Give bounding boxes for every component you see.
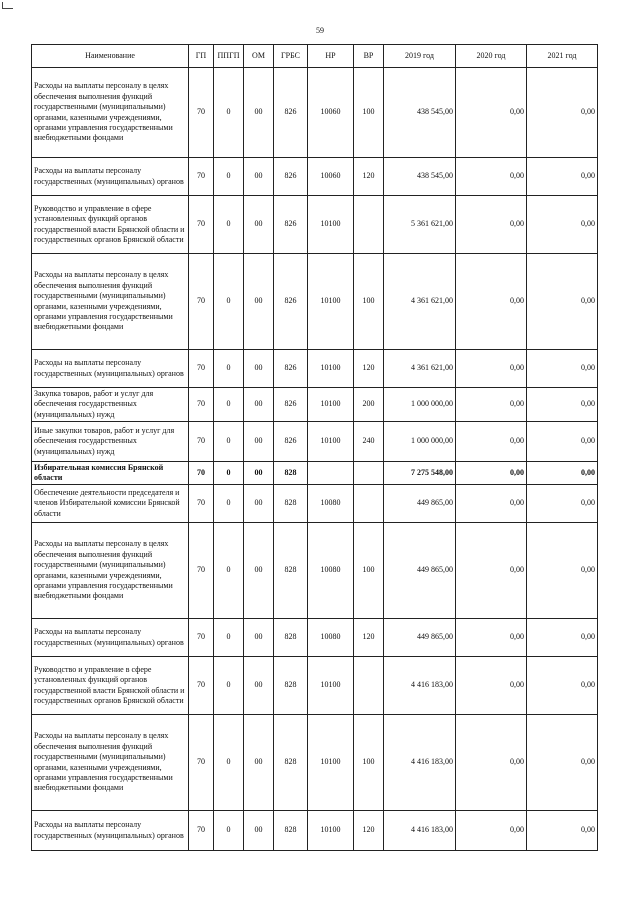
row-nr: 10080 [308, 485, 354, 523]
row-grbs: 828 [274, 715, 308, 811]
row-2020: 0,00 [456, 254, 527, 350]
row-om: 00 [244, 68, 274, 158]
row-ppgp: 0 [214, 657, 244, 715]
row-2020: 0,00 [456, 196, 527, 254]
row-om: 00 [244, 523, 274, 619]
row-vr: 100 [354, 715, 384, 811]
table-row [32, 68, 598, 158]
table-row [32, 158, 598, 196]
row-vr: 100 [354, 68, 384, 158]
header-gp: ГП [189, 45, 214, 68]
row-2021: 0,00 [527, 715, 598, 811]
row-2019: 1 000 000,00 [384, 388, 456, 422]
row-ppgp: 0 [214, 619, 244, 657]
header-2020: 2020 год [456, 45, 527, 68]
row-2020: 0,00 [456, 715, 527, 811]
row-om: 00 [244, 619, 274, 657]
row-2020: 0,00 [456, 485, 527, 523]
row-ppgp: 0 [214, 158, 244, 196]
row-name: Руководство и управление в сфере установленных функций органов государственной власти Брянской области и государственных органов Брянской области [32, 196, 189, 254]
row-2020: 0,00 [456, 619, 527, 657]
row-name: Избирательная комиссия Брянской области [32, 462, 189, 485]
header-ppgp: ППГП [214, 45, 244, 68]
row-ppgp: 0 [214, 523, 244, 619]
row-ppgp: 0 [214, 462, 244, 485]
row-grbs: 828 [274, 462, 308, 485]
table-row [32, 350, 598, 388]
row-name: Закупка товаров, работ и услуг для обеспечения государственных (муниципальных) нужд [32, 388, 189, 422]
row-2020: 0,00 [456, 422, 527, 462]
row-grbs: 828 [274, 523, 308, 619]
row-ppgp: 0 [214, 68, 244, 158]
row-vr [354, 462, 384, 485]
table-row [32, 619, 598, 657]
header-om: ОМ [244, 45, 274, 68]
table-header-row [32, 45, 598, 68]
row-vr: 240 [354, 422, 384, 462]
row-name: Обеспечение деятельности председателя и членов Избирательной комиссии Брянской области [32, 485, 189, 523]
table-row [32, 811, 598, 851]
row-2020: 0,00 [456, 811, 527, 851]
row-2019: 438 545,00 [384, 158, 456, 196]
row-vr: 120 [354, 619, 384, 657]
row-vr: 200 [354, 388, 384, 422]
row-om: 00 [244, 422, 274, 462]
row-gp: 70 [189, 523, 214, 619]
row-gp: 70 [189, 158, 214, 196]
table-row [32, 523, 598, 619]
row-ppgp: 0 [214, 422, 244, 462]
row-grbs: 826 [274, 196, 308, 254]
row-gp: 70 [189, 811, 214, 851]
row-nr: 10080 [308, 619, 354, 657]
table-row [32, 657, 598, 715]
row-ppgp: 0 [214, 350, 244, 388]
row-2019: 4 361 621,00 [384, 254, 456, 350]
row-gp: 70 [189, 619, 214, 657]
row-grbs: 828 [274, 657, 308, 715]
row-nr: 10100 [308, 657, 354, 715]
row-name: Расходы на выплаты персоналу государственных (муниципальных) органов [32, 158, 189, 196]
row-vr: 100 [354, 523, 384, 619]
row-grbs: 826 [274, 158, 308, 196]
row-ppgp: 0 [214, 485, 244, 523]
table-row [32, 462, 598, 485]
row-ppgp: 0 [214, 254, 244, 350]
row-nr: 10100 [308, 254, 354, 350]
row-nr: 10080 [308, 523, 354, 619]
row-2019: 449 865,00 [384, 619, 456, 657]
row-vr [354, 196, 384, 254]
row-vr [354, 485, 384, 523]
header-grbs: ГРБС [274, 45, 308, 68]
row-nr: 10100 [308, 715, 354, 811]
row-om: 00 [244, 350, 274, 388]
row-gp: 70 [189, 422, 214, 462]
row-2021: 0,00 [527, 462, 598, 485]
corner-mark [2, 2, 13, 9]
row-2021: 0,00 [527, 811, 598, 851]
row-nr: 10100 [308, 388, 354, 422]
table-row [32, 388, 598, 422]
row-gp: 70 [189, 485, 214, 523]
row-2020: 0,00 [456, 68, 527, 158]
row-2020: 0,00 [456, 388, 527, 422]
row-om: 00 [244, 388, 274, 422]
row-vr: 120 [354, 350, 384, 388]
row-2019: 5 361 621,00 [384, 196, 456, 254]
row-name: Расходы на выплаты персоналу в целях обеспечения выполнения функций государственными (муниципальными) органами, казенными учреждениями, органами управления государственными внебюджетными фондами [32, 68, 189, 158]
row-nr: 10100 [308, 350, 354, 388]
row-2021: 0,00 [527, 485, 598, 523]
page-number: 59 [316, 26, 324, 35]
row-2021: 0,00 [527, 388, 598, 422]
row-ppgp: 0 [214, 811, 244, 851]
row-2019: 4 416 183,00 [384, 715, 456, 811]
row-gp: 70 [189, 388, 214, 422]
row-2019: 449 865,00 [384, 485, 456, 523]
row-2021: 0,00 [527, 350, 598, 388]
table-row [32, 196, 598, 254]
row-name: Иные закупки товаров, работ и услуг для обеспечения государственных (муниципальных) нужд [32, 422, 189, 462]
row-gp: 70 [189, 350, 214, 388]
row-name: Руководство и управление в сфере установленных функций органов государственной власти Брянской области и государственных органов Брянской области [32, 657, 189, 715]
row-name: Расходы на выплаты персоналу в целях обеспечения выполнения функций государственными (муниципальными) органами, казенными учреждениями, органами управления государственными внебюджетными фондами [32, 523, 189, 619]
row-2019: 4 416 183,00 [384, 657, 456, 715]
row-name: Расходы на выплаты персоналу в целях обеспечения выполнения функций государственными (муниципальными) органами, казенными учреждениями, органами управления государственными внебюджетными фондами [32, 715, 189, 811]
row-nr: 10060 [308, 68, 354, 158]
row-2021: 0,00 [527, 158, 598, 196]
row-nr: 10100 [308, 422, 354, 462]
row-nr: 10100 [308, 196, 354, 254]
row-2019: 438 545,00 [384, 68, 456, 158]
row-nr [308, 462, 354, 485]
row-grbs: 826 [274, 350, 308, 388]
row-om: 00 [244, 158, 274, 196]
row-2019: 4 361 621,00 [384, 350, 456, 388]
header-nr: НР [308, 45, 354, 68]
row-2021: 0,00 [527, 196, 598, 254]
row-2019: 449 865,00 [384, 523, 456, 619]
row-2020: 0,00 [456, 158, 527, 196]
row-om: 00 [244, 485, 274, 523]
row-2020: 0,00 [456, 462, 527, 485]
row-vr [354, 657, 384, 715]
row-2021: 0,00 [527, 68, 598, 158]
header-2021: 2021 год [527, 45, 598, 68]
row-2019: 4 416 183,00 [384, 811, 456, 851]
row-vr: 120 [354, 158, 384, 196]
table-row [32, 485, 598, 523]
table-row [32, 715, 598, 811]
row-2020: 0,00 [456, 523, 527, 619]
row-ppgp: 0 [214, 388, 244, 422]
row-om: 00 [244, 715, 274, 811]
row-ppgp: 0 [214, 715, 244, 811]
row-name: Расходы на выплаты персоналу государственных (муниципальных) органов [32, 811, 189, 851]
row-2019: 1 000 000,00 [384, 422, 456, 462]
row-om: 00 [244, 657, 274, 715]
header-2019: 2019 год [384, 45, 456, 68]
row-om: 00 [244, 462, 274, 485]
row-om: 00 [244, 196, 274, 254]
row-gp: 70 [189, 462, 214, 485]
row-grbs: 826 [274, 254, 308, 350]
row-name: Расходы на выплаты персоналу государственных (муниципальных) органов [32, 619, 189, 657]
row-vr: 100 [354, 254, 384, 350]
table-row [32, 422, 598, 462]
row-2020: 0,00 [456, 657, 527, 715]
table-row [32, 254, 598, 350]
row-grbs: 828 [274, 619, 308, 657]
row-2019: 7 275 548,00 [384, 462, 456, 485]
row-grbs: 826 [274, 388, 308, 422]
row-2021: 0,00 [527, 657, 598, 715]
row-name: Расходы на выплаты персоналу государственных (муниципальных) органов [32, 350, 189, 388]
row-grbs: 828 [274, 811, 308, 851]
row-gp: 70 [189, 196, 214, 254]
header-vr: ВР [354, 45, 384, 68]
header-name: Наименование [32, 45, 189, 68]
row-2021: 0,00 [527, 422, 598, 462]
row-gp: 70 [189, 657, 214, 715]
row-gp: 70 [189, 715, 214, 811]
row-grbs: 826 [274, 68, 308, 158]
row-2021: 0,00 [527, 254, 598, 350]
row-ppgp: 0 [214, 196, 244, 254]
budget-table [31, 44, 598, 851]
row-nr: 10060 [308, 158, 354, 196]
row-vr: 120 [354, 811, 384, 851]
row-nr: 10100 [308, 811, 354, 851]
row-name: Расходы на выплаты персоналу в целях обеспечения выполнения функций государственными (муниципальными) органами, казенными учреждениями, органами управления государственными внебюджетными фондами [32, 254, 189, 350]
row-2021: 0,00 [527, 619, 598, 657]
row-2021: 0,00 [527, 523, 598, 619]
row-grbs: 828 [274, 485, 308, 523]
row-om: 00 [244, 254, 274, 350]
row-om: 00 [244, 811, 274, 851]
row-2020: 0,00 [456, 350, 527, 388]
row-gp: 70 [189, 254, 214, 350]
row-grbs: 826 [274, 422, 308, 462]
row-gp: 70 [189, 68, 214, 158]
